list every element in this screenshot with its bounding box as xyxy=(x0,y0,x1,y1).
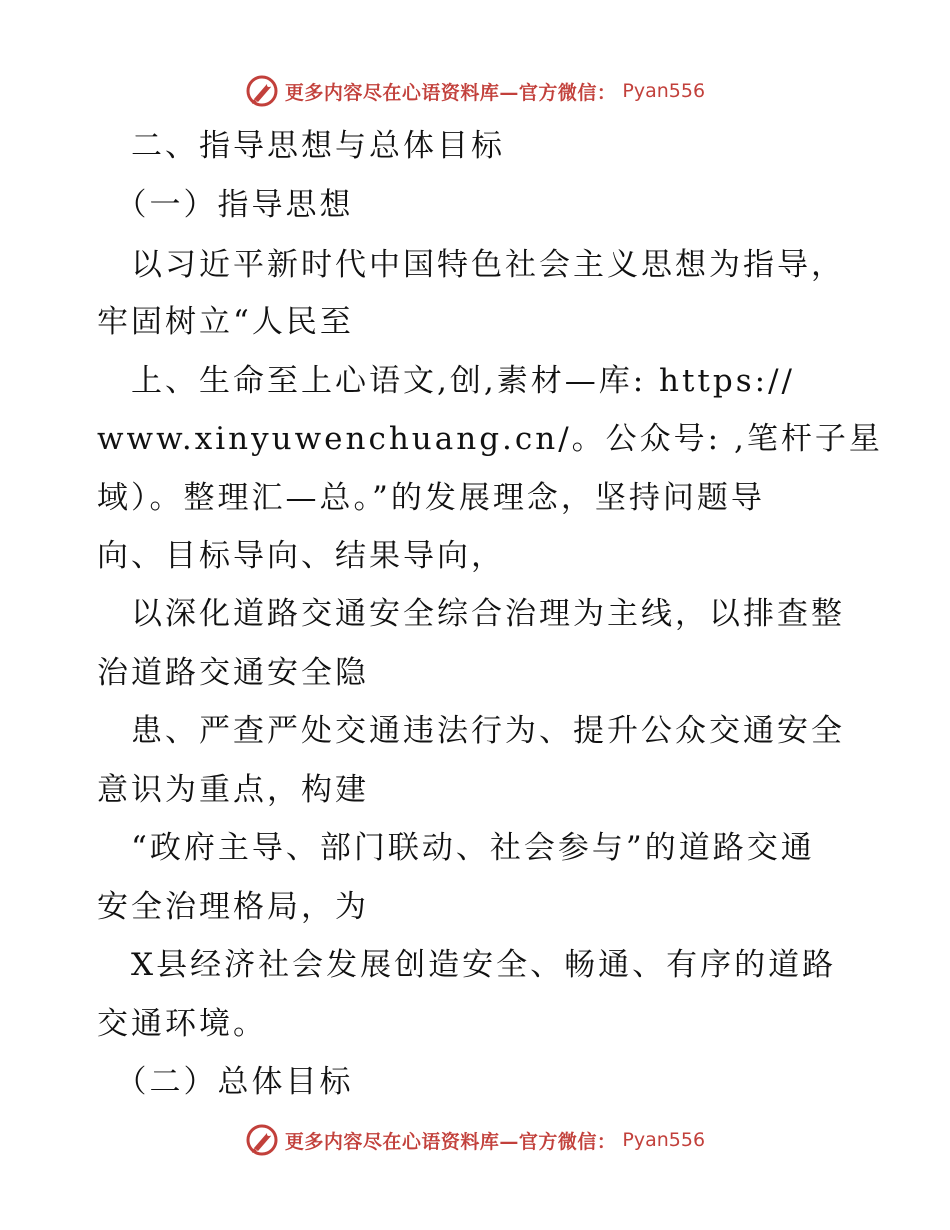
watermark-text: 更多内容尽在心语资料库—官方微信： xyxy=(284,1130,617,1153)
paragraph-line: 患、严查严处交通违法行为、提升公众交通安全 xyxy=(97,713,845,749)
paragraph-line: 牢固树立“人民至 xyxy=(97,304,354,340)
paragraph-line: “政府主导、部门联动、社会参与”的道路交通 xyxy=(97,830,815,866)
paragraph-line: www.xinyuwenchuang.cn/。公众号: ,笔杆子星 xyxy=(97,421,883,457)
paragraph-line: 上、生命至上心语文,创,素材—库: https:// xyxy=(97,363,795,399)
footer-watermark xyxy=(0,1120,950,1160)
pen-logo-icon xyxy=(245,74,279,108)
paragraph-line: 以深化道路交通安全综合治理为主线，以排查整 xyxy=(97,596,845,632)
paragraph-line: 安全治理格局，为 xyxy=(97,889,369,925)
watermark-text: 更多内容尽在心语资料库—官方微信： xyxy=(284,81,617,104)
watermark-wechat-id: Pyan556 xyxy=(622,80,706,102)
paragraph-line: 治道路交通安全隐 xyxy=(97,655,369,691)
paragraph-line: 意识为重点，构建 xyxy=(97,772,369,808)
paragraph-line: 交通环境。 xyxy=(97,1006,267,1042)
watermark-wechat-id: Pyan556 xyxy=(622,1129,706,1151)
section-heading: 二、指导思想与总体目标 xyxy=(97,128,505,164)
paragraph-line: X县经济社会发展创造安全、畅通、有序的道路 xyxy=(97,947,837,983)
header-watermark xyxy=(0,71,950,111)
subsection-heading: （一）指导思想 xyxy=(97,187,354,223)
subsection-heading: （二）总体目标 xyxy=(97,1064,354,1100)
pen-logo-icon xyxy=(245,1123,279,1157)
paragraph-line: 域）。整理汇—总。”的发展理念，坚持问题导 xyxy=(97,480,765,516)
paragraph-line: 以习近平新时代中国特色社会主义思想为指导， xyxy=(97,247,845,283)
paragraph-line: 向、目标导向、结果导向， xyxy=(97,538,505,574)
